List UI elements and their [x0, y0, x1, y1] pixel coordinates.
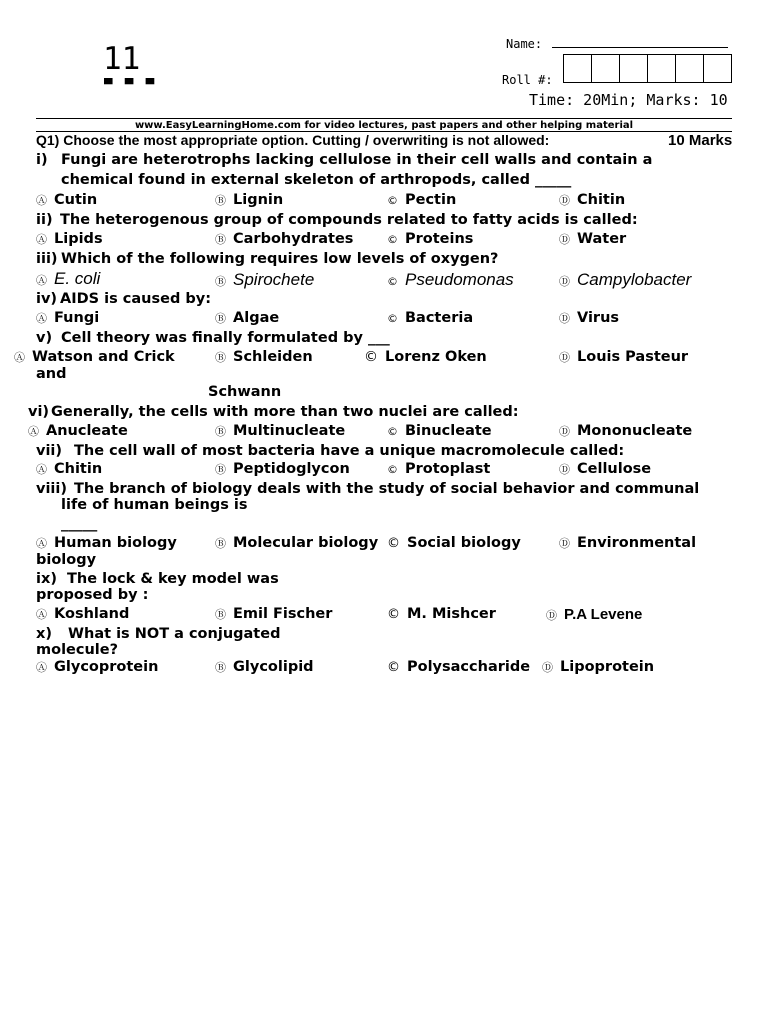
option-label-continued: and: [36, 366, 67, 382]
option-letter-b: Ⓑ: [215, 661, 226, 674]
option-label: Environmental: [577, 535, 697, 551]
option-c[interactable]: [387, 659, 530, 675]
roll-box[interactable]: [592, 55, 620, 82]
option-a[interactable]: [14, 349, 175, 365]
section-marks: 10 Marks: [668, 132, 733, 149]
option-label: Pectin: [405, 192, 457, 208]
name-label: Name:: [506, 37, 543, 51]
question-number: iv): [36, 291, 58, 307]
option-label: Algae: [233, 310, 280, 326]
question-text: Which of the following requires low levels of oxygen?: [61, 251, 499, 267]
website-line: www.EasyLearningHome.com for video lectures, past papers and other helping material: [134, 120, 634, 131]
option-letter-a: Ⓐ: [36, 274, 47, 287]
option-label: Peptidoglycon: [233, 461, 350, 477]
option-a[interactable]: [36, 269, 100, 289]
question-text: Cell theory was finally formulated by ___: [61, 330, 390, 346]
option-letter-d: Ⓓ: [546, 610, 557, 622]
option-label: Chitin: [577, 192, 626, 208]
question-number: ii): [36, 212, 53, 228]
roll-box[interactable]: [564, 55, 592, 82]
option-letter-d: Ⓓ: [559, 351, 570, 364]
question-text: Generally, the cells with more than two nuclei are called:: [51, 404, 519, 420]
option-label: Cutin: [54, 192, 98, 208]
roll-box[interactable]: [704, 55, 731, 82]
option-c[interactable]: [387, 423, 492, 439]
option-b[interactable]: [215, 270, 314, 290]
option-label: Campylobacter: [577, 270, 692, 289]
option-letter-a: Ⓐ: [36, 608, 47, 621]
cropped-subtitle-fragment: ▀ ▀ ▀: [104, 78, 157, 86]
option-label: Louis Pasteur: [577, 349, 689, 365]
option-d[interactable]: [559, 461, 651, 477]
question-number: x): [36, 626, 52, 642]
option-letter-a: Ⓐ: [36, 661, 47, 674]
option-letter-b: Ⓑ: [215, 608, 226, 621]
option-label: Binucleate: [405, 423, 492, 439]
option-label: Glycoprotein: [54, 659, 159, 675]
question-number: v): [36, 330, 53, 346]
option-letter-c: ©: [387, 425, 398, 438]
question-text: The cell wall of most bacteria have a unique macromolecule called:: [74, 443, 625, 459]
option-letter-a: Ⓐ: [14, 351, 25, 364]
option-a[interactable]: [36, 659, 158, 675]
roll-number-boxes[interactable]: [563, 54, 732, 83]
option-letter-b: Ⓑ: [215, 275, 226, 288]
option-b[interactable]: [215, 310, 279, 326]
question-number: vi): [28, 404, 50, 420]
option-letter-b: Ⓑ: [215, 463, 226, 476]
option-b[interactable]: [215, 659, 314, 675]
option-letter-d: Ⓓ: [559, 425, 570, 438]
option-a[interactable]: [36, 192, 97, 208]
question-text: The heterogenous group of compounds related to fatty acids is called:: [60, 212, 638, 228]
option-label: Virus: [577, 310, 620, 326]
option-letter-b: Ⓑ: [215, 194, 226, 207]
option-label-continued: Schwann: [208, 384, 282, 400]
question-text: The branch of biology deals with the study of social behavior and communal: [74, 481, 700, 497]
option-label: Human biology: [54, 535, 177, 551]
option-d[interactable]: [559, 192, 625, 208]
option-letter-c: ©: [387, 233, 398, 246]
question-text: life of human beings is: [61, 497, 248, 513]
question-text: Fungi are heterotrophs lacking cellulose in their cell walls and contain a: [61, 152, 653, 168]
name-field[interactable]: [552, 47, 728, 48]
option-b[interactable]: [215, 349, 313, 365]
roll-box[interactable]: [676, 55, 704, 82]
option-b[interactable]: [215, 606, 332, 622]
option-b[interactable]: [215, 423, 345, 439]
time-marks: Time: 20Min; Marks: 10: [529, 91, 728, 109]
question-text: The lock & key model was: [67, 571, 279, 587]
question-text: chemical found in external skeleton of arthropods, called _____: [61, 172, 572, 188]
option-c[interactable]: [387, 231, 473, 247]
option-letter-c: ©: [387, 312, 398, 325]
option-b[interactable]: [215, 231, 353, 247]
option-letter-a: Ⓐ: [36, 233, 47, 246]
option-label: Cellulose: [577, 461, 652, 477]
roll-box[interactable]: [620, 55, 648, 82]
option-label: Glycolipid: [233, 659, 314, 675]
option-label: Schleiden: [233, 349, 313, 365]
option-c[interactable]: [364, 349, 487, 365]
option-label: Proteins: [405, 231, 474, 247]
option-label: Lorenz Oken: [385, 349, 487, 365]
roll-box[interactable]: [648, 55, 676, 82]
option-label: Water: [577, 231, 627, 247]
option-c[interactable]: [387, 461, 490, 477]
option-label: M. Mishcer: [407, 606, 496, 622]
option-letter-c: ©: [364, 349, 378, 365]
option-letter-d: Ⓓ: [559, 275, 570, 288]
option-letter-a: Ⓐ: [36, 312, 47, 325]
option-a[interactable]: [36, 461, 102, 477]
option-c[interactable]: [387, 192, 456, 208]
roll-label: Roll #:: [502, 73, 553, 87]
option-a[interactable]: [36, 310, 99, 326]
header-divider-top: [36, 118, 732, 119]
answer-blank: _____: [61, 516, 98, 532]
option-d[interactable]: [559, 231, 626, 247]
option-a[interactable]: [28, 423, 128, 439]
option-d[interactable]: [559, 270, 691, 290]
option-label: Social biology: [407, 535, 521, 551]
option-letter-b: Ⓑ: [215, 351, 226, 364]
option-label: E. coli: [54, 269, 101, 288]
option-letter-d: Ⓓ: [559, 233, 570, 246]
question-text: AIDS is caused by:: [60, 291, 212, 307]
option-label: Carbohydrates: [233, 231, 354, 247]
option-letter-d: Ⓓ: [559, 463, 570, 476]
option-c[interactable]: [387, 606, 496, 622]
question-number: viii): [36, 481, 67, 497]
option-b[interactable]: [215, 535, 378, 551]
option-label: Protoplast: [405, 461, 491, 477]
question-number: ix): [36, 571, 57, 587]
option-label: Molecular biology: [233, 535, 379, 551]
option-letter-d: Ⓓ: [559, 312, 570, 325]
option-a[interactable]: [36, 606, 129, 622]
option-letter-c: ©: [387, 463, 398, 476]
option-letter-c: ©: [387, 607, 400, 622]
option-d[interactable]: [559, 349, 688, 365]
question-number: iii): [36, 251, 58, 267]
question-text: proposed by :: [36, 587, 149, 603]
option-b[interactable]: [215, 461, 350, 477]
option-label: Mononucleate: [577, 423, 693, 439]
option-d[interactable]: [559, 310, 619, 326]
option-d[interactable]: [546, 606, 642, 623]
option-letter-c: ©: [387, 536, 400, 551]
option-label: Lignin: [233, 192, 284, 208]
option-label: Pseudomonas: [405, 270, 514, 289]
option-letter-a: Ⓐ: [36, 463, 47, 476]
option-label: Bacteria: [405, 310, 474, 326]
option-label: Anucleate: [46, 423, 128, 439]
option-label: Polysaccharide: [407, 659, 531, 675]
question-number: vii): [36, 443, 63, 459]
option-c[interactable]: [387, 270, 514, 290]
option-label: P.A Levene: [564, 606, 643, 623]
question-number: i): [36, 152, 48, 168]
option-label: Multinucleate: [233, 423, 346, 439]
option-letter-a: Ⓐ: [36, 194, 47, 207]
option-label: Koshland: [54, 606, 130, 622]
option-letter-b: Ⓑ: [215, 425, 226, 438]
option-b[interactable]: [215, 192, 283, 208]
option-label: Fungi: [54, 310, 100, 326]
option-letter-c: ©: [387, 194, 398, 207]
option-label-continued: biology: [36, 552, 97, 568]
option-a[interactable]: [36, 231, 103, 247]
option-letter-b: Ⓑ: [215, 233, 226, 246]
option-c[interactable]: [387, 535, 521, 551]
option-letter-a: Ⓐ: [36, 537, 47, 550]
option-letter-d: Ⓓ: [559, 537, 570, 550]
option-label: Watson and Crick: [32, 349, 175, 365]
option-letter-a: Ⓐ: [28, 425, 39, 438]
option-label: Lipoprotein: [560, 659, 655, 675]
option-label: Spirochete: [233, 270, 315, 289]
option-d[interactable]: [542, 659, 654, 675]
option-letter-c: ©: [387, 660, 400, 675]
option-letter-d: Ⓓ: [542, 661, 553, 674]
option-d[interactable]: [559, 535, 696, 551]
option-label: Emil Fischer: [233, 606, 333, 622]
class-number: 11: [103, 41, 141, 77]
question-text: What is NOT a conjugated: [68, 626, 281, 642]
option-letter-b: Ⓑ: [215, 537, 226, 550]
option-letter-c: ©: [387, 275, 398, 288]
option-letter-d: Ⓓ: [559, 194, 570, 207]
question-text: molecule?: [36, 642, 119, 658]
option-a[interactable]: [36, 535, 177, 551]
option-c[interactable]: [387, 310, 473, 326]
option-label: Lipids: [54, 231, 103, 247]
section-instruction: Q1) Choose the most appropriate option. Cutting / overwriting is not allowed:: [36, 132, 550, 148]
option-letter-b: Ⓑ: [215, 312, 226, 325]
option-label: Chitin: [54, 461, 103, 477]
option-d[interactable]: [559, 423, 692, 439]
